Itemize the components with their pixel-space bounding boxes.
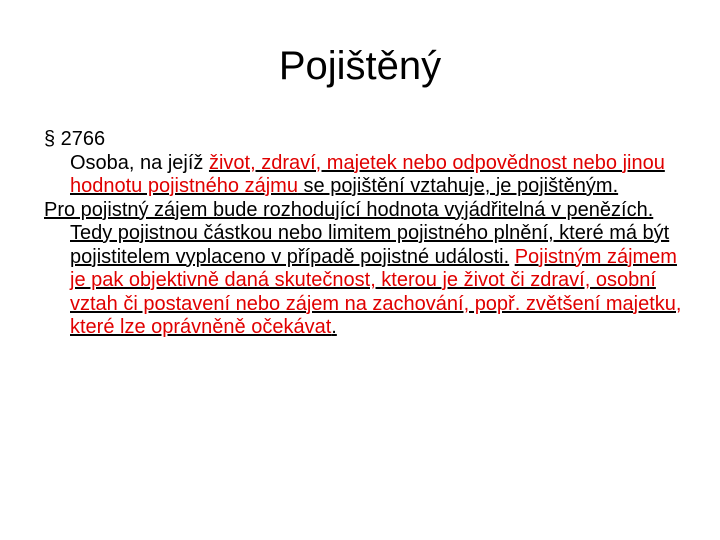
interest-highlight: Pojistným zájmem je pak objektivně daná skutečnost, kterou je život či zdraví, osobní vztah či postavení nebo zájem na zachování, popř. zvětšení majetku, které lze oprávněně očekávat	[70, 245, 682, 338]
slide-title: Pojištěný	[278, 44, 442, 88]
definition-highlight: život, zdraví, majetek nebo odpovědnost nebo jinou hodnotu pojistného zájmu	[70, 151, 665, 197]
interest-text: Pro pojistný zájem bude rozhodující hodnota vyjádřitelná v penězích. Tedy pojistnou částkou nebo limitem pojistného plnění, které má být pojistitelem vyplaceno v případě pojistné události.	[44, 198, 670, 268]
definition-tail: se pojištění vztahuje, je pojištěným.	[297, 175, 619, 197]
paragraph-definition	[44, 152, 694, 199]
section-mark: § 2766	[44, 128, 106, 150]
paragraph-interest	[44, 199, 694, 340]
definition-lead: Osoba, na jejíž	[70, 151, 209, 174]
slide-body	[44, 128, 694, 340]
interest-period: .	[331, 316, 337, 338]
